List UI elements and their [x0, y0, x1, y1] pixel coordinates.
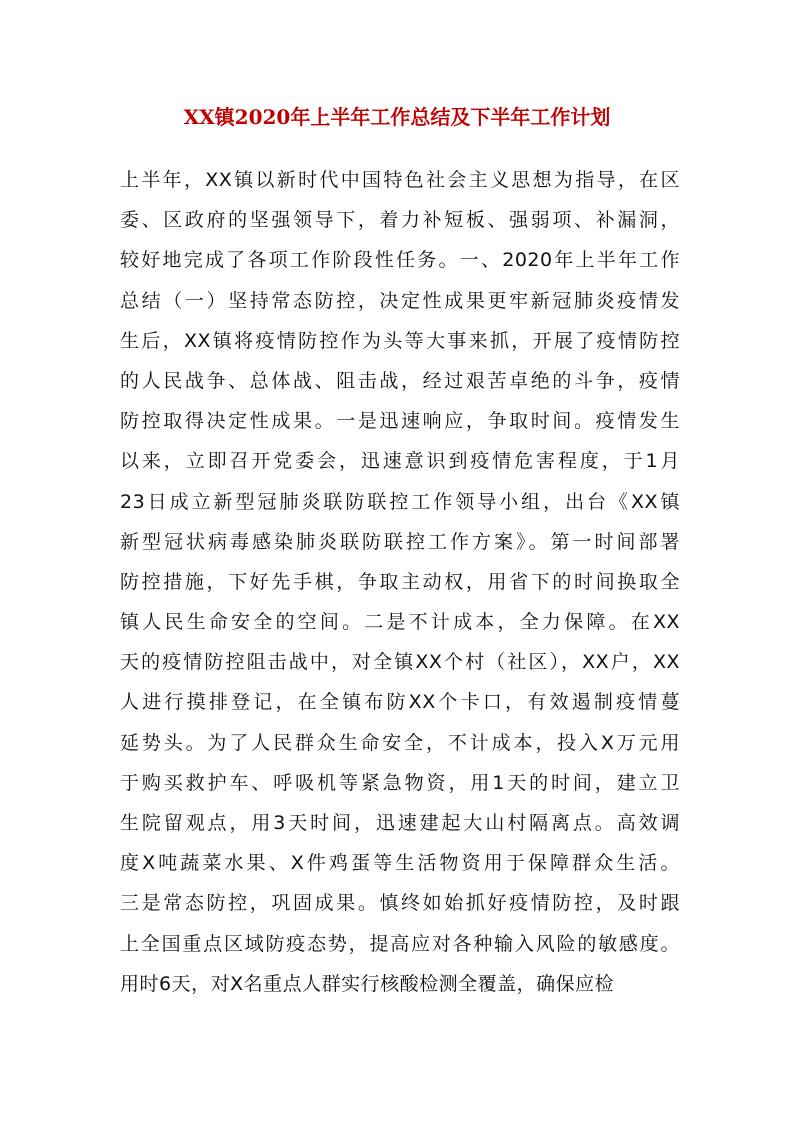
body-line-18: 度X吨蔬菜水果、X件鸡蛋等生活物资用于保障群众生活。 — [120, 852, 680, 875]
document-body — [120, 160, 680, 1004]
body-line-13: 天的疫情防控阻击战中，对全镇XX个村（社区），XX户，XX — [120, 651, 680, 674]
body-line-20: 上全国重点区域防疫态势，提高应对各种输入风险的敏感度。 — [120, 932, 680, 955]
body-line-3: 较好地完成了各项工作阶段性任务。一、2020年上半年工作 — [120, 249, 680, 272]
body-line-1: 上半年，XX镇以新时代中国特色社会主义思想为指导，在区 — [120, 169, 680, 191]
body-line-4: 总结（一）坚持常态防控，决定性成果更牢新冠肺炎疫情发 — [120, 289, 680, 312]
body-line-11: 防控措施，下好先手棋，争取主动权，用省下的时间换取全 — [120, 570, 680, 593]
body-line-16: 于购买救护车、呼吸机等紧急物资，用1天的时间，建立卫 — [120, 771, 680, 794]
body-line-12: 镇人民生命安全的空间。二是不计成本，全力保障。在XX — [120, 611, 680, 634]
body-line-9: 23日成立新型冠肺炎联防联控工作领导小组，出台《XX镇 — [120, 490, 680, 513]
body-line-7: 防控取得决定性成果。一是迅速响应，争取时间。疫情发生 — [120, 410, 680, 433]
body-line-14: 人进行摸排登记，在全镇布防XX个卡口，有效遏制疫情蔓 — [120, 691, 680, 714]
body-line-19: 三是常态防控，巩固成果。慎终如始抓好疫情防控，及时跟 — [120, 892, 680, 915]
body-line-21: 用时6天，对X名重点人群实行核酸检测全覆盖，确保应检 — [120, 972, 615, 995]
body-line-10: 新型冠状病毒感染肺炎联防联控工作方案》。第一时间部署 — [120, 530, 680, 553]
body-line-6: 的人民战争、总体战、阻击战，经过艰苦卓绝的斗争，疫情 — [120, 369, 680, 392]
body-line-5: 生后，XX镇将疫情防控作为头等大事来抓，开展了疫情防控 — [120, 329, 680, 352]
body-line-8: 以来，立即召开党委会，迅速意识到疫情危害程度，于1月 — [120, 450, 680, 473]
body-line-15: 延势头。为了人民群众生命安全，不计成本，投入X万元用 — [120, 731, 680, 754]
body-line-2: 委、区政府的坚强领导下，着力补短板、强弱项、补漏洞， — [120, 209, 680, 232]
body-line-17: 生院留观点，用3天时间，迅速建起大山村隔离点。高效调 — [120, 812, 680, 834]
document-title: XX镇2020年上半年工作总结及下半年工作计划 — [183, 105, 611, 129]
